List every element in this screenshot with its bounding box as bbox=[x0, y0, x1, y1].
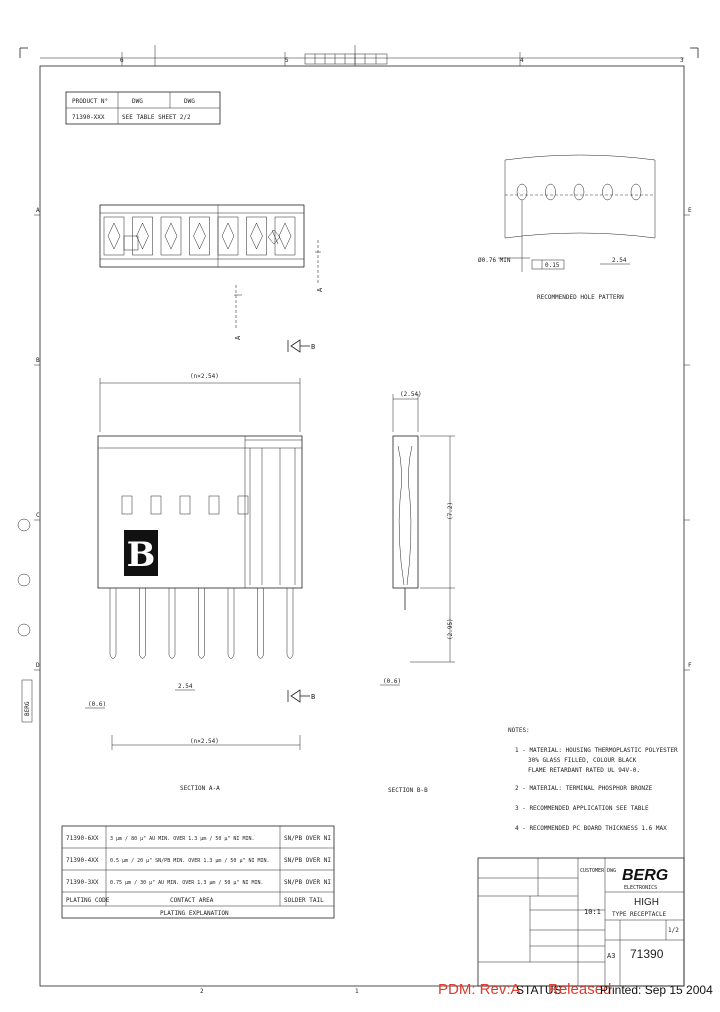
plating-code-2: 71390-4XX bbox=[66, 857, 99, 864]
zone-top-4: 4 bbox=[520, 57, 524, 64]
plating-contact-3: 0.75 μm / 30 μ" AU MIN. OVER 1.3 μm / 50 μ" NI MIN. bbox=[110, 880, 264, 886]
top-scale-bar bbox=[305, 54, 387, 64]
plating-tail-2: SN/PB OVER NI bbox=[284, 857, 331, 864]
plating-header-tail: SOLDER TAIL bbox=[284, 897, 324, 904]
recommended-hole-pattern bbox=[478, 155, 655, 301]
solder-tail-pin bbox=[110, 588, 116, 659]
zone-top-3: 3 bbox=[680, 57, 684, 64]
tail-dim-label: (0.6) bbox=[88, 701, 107, 708]
height-dim-label: (7.2) bbox=[447, 501, 454, 520]
window-slot bbox=[180, 496, 190, 514]
pin-pitch-label: 2.54 bbox=[178, 683, 193, 690]
section-b-arrow-top bbox=[288, 340, 315, 352]
hole-pattern-caption: RECOMMENDED HOLE PATTERN bbox=[537, 294, 624, 301]
overall-dim-label: (n×2.54) bbox=[190, 738, 219, 745]
side-width-label: (2.54) bbox=[400, 391, 422, 398]
zone-side-d: D bbox=[36, 662, 40, 669]
product-table bbox=[66, 92, 220, 124]
top-view-receptacle bbox=[100, 205, 304, 267]
product-cell-part: 71390-XXX bbox=[72, 114, 105, 121]
printed-date: Printed: Sep 15 2004 bbox=[600, 983, 713, 997]
pdm-revision: PDM: Rev:A bbox=[438, 981, 521, 998]
side-brand-mark bbox=[22, 680, 32, 722]
side-view-section-bb bbox=[380, 391, 455, 794]
section-b-arrow-bottom bbox=[288, 690, 315, 702]
contact-spring bbox=[251, 223, 263, 249]
zone-side-e: E bbox=[688, 207, 692, 214]
title-scale: 10:1 bbox=[584, 908, 601, 916]
title-sheet: 1/2 bbox=[668, 927, 679, 934]
plating-code-1: 71390-6XX bbox=[66, 835, 99, 842]
product-header-2: DWG bbox=[132, 98, 143, 105]
notes-block bbox=[508, 727, 678, 832]
plating-tail-1: SN/PB OVER NI bbox=[284, 835, 331, 842]
side-brand-text: BERG bbox=[24, 701, 31, 716]
window-slot bbox=[122, 496, 132, 514]
plating-code-3: 71390-3XX bbox=[66, 879, 99, 886]
solder-tail-pin bbox=[258, 588, 264, 659]
side-zone-ticks bbox=[34, 215, 690, 670]
note-1-line-2: 30% GLASS FILLED, COLOUR BLACK bbox=[528, 757, 637, 764]
section-a-label-left: A bbox=[234, 335, 242, 340]
note-1: 1 - MATERIAL: HOUSING THERMOPLASTIC POLYESTER bbox=[515, 747, 678, 754]
section-b-label-top: B bbox=[311, 343, 316, 351]
zone-side-b: B bbox=[36, 357, 40, 364]
plating-tail-3: SN/PB OVER NI bbox=[284, 879, 331, 886]
corner-marks bbox=[18, 48, 698, 636]
section-a-label-right: A bbox=[316, 287, 324, 292]
pin-offset-label: (0.6) bbox=[383, 678, 402, 685]
zone-top-5: 5 bbox=[285, 57, 289, 64]
note-2: 2 - MATERIAL: TERMINAL PHOSPHOR BRONZE bbox=[515, 785, 653, 792]
status-value: Released bbox=[548, 981, 612, 998]
pcb-hole bbox=[574, 184, 584, 200]
solder-tail-pin bbox=[169, 588, 175, 659]
front-view-section-aa bbox=[85, 373, 302, 792]
title-customer: CUSTOMER DWG bbox=[580, 868, 617, 874]
window-slot bbox=[151, 496, 161, 514]
berg-logo-letter: B bbox=[126, 535, 156, 575]
zone-bottom-1: 1 bbox=[355, 988, 359, 995]
plating-explanation: PLATING EXPLANATION bbox=[160, 910, 229, 917]
section-bb-caption: SECTION B-B bbox=[388, 787, 428, 794]
zone-side-a: A bbox=[36, 207, 40, 214]
plating-contact-1: 3 μm / 80 μ" AU MIN. OVER 1.3 μm / 50 μ" NI MIN. bbox=[110, 836, 255, 842]
note-4: 4 - RECOMMENDED PC BOARD THICKNESS 1.6 MAX bbox=[515, 825, 667, 832]
zone-top-6: 6 bbox=[120, 57, 124, 64]
section-b-label-bottom: B bbox=[311, 693, 316, 701]
hole-dia-label: Ø0.76 MIN bbox=[478, 257, 511, 264]
window-slot bbox=[209, 496, 219, 514]
pcb-hole bbox=[546, 184, 556, 200]
title-brand-sub: ELECTRONICS bbox=[624, 885, 658, 891]
product-cell-ref: SEE TABLE SHEET 2/2 bbox=[122, 114, 191, 121]
product-header-3: DWG bbox=[184, 98, 195, 105]
note-1-line-3: FLAME RETARDANT RATED UL 94V-0. bbox=[528, 767, 640, 774]
plating-header-code: PLATING CODE bbox=[66, 897, 110, 904]
contact-spring bbox=[165, 223, 177, 249]
solder-tail-pin bbox=[140, 588, 146, 659]
section-aa-caption: SECTION A-A bbox=[180, 785, 220, 792]
pcb-hole bbox=[603, 184, 613, 200]
solder-tail-pin bbox=[199, 588, 205, 659]
pcb-hole bbox=[631, 184, 641, 200]
notes-title: NOTES: bbox=[508, 727, 530, 734]
note-3: 3 - RECOMMENDED APPLICATION SEE TABLE bbox=[515, 805, 649, 812]
zone-bottom-2: 2 bbox=[200, 988, 204, 995]
title-main: HIGH bbox=[634, 897, 659, 908]
product-header-1: PRODUCT N° bbox=[72, 98, 109, 105]
plating-header-contact: CONTACT AREA bbox=[170, 897, 214, 904]
plating-table bbox=[62, 826, 334, 918]
pin-length-label: (2.95) bbox=[447, 618, 454, 640]
title-subtitle: TYPE RECEPTACLE bbox=[612, 911, 667, 918]
pcb-hole bbox=[517, 184, 527, 200]
contact-spring bbox=[194, 223, 206, 249]
title-size: A3 bbox=[607, 952, 616, 960]
title-brand: BERG bbox=[622, 867, 669, 884]
solder-tail-pin bbox=[287, 588, 293, 659]
hole-pitch-label: 2.54 bbox=[612, 257, 627, 264]
title-part-no: 71390 bbox=[630, 947, 664, 961]
zone-side-c: C bbox=[36, 512, 40, 519]
plating-contact-2: 0.5 μm / 20 μ" SN/PB MIN. OVER 1.3 μm / 50 μ" NI MIN. bbox=[110, 858, 270, 864]
contact-spring bbox=[279, 223, 291, 249]
contact-spring bbox=[137, 223, 149, 249]
contact-spring bbox=[222, 223, 234, 249]
top-zone-ticks bbox=[122, 45, 520, 66]
contact-spring bbox=[108, 223, 120, 249]
width-dim-label: (n×2.54) bbox=[190, 373, 219, 380]
title-block bbox=[478, 858, 684, 986]
solder-tail-pin bbox=[228, 588, 234, 659]
window-slot bbox=[238, 496, 248, 514]
status-label: STATUS bbox=[516, 983, 562, 997]
zone-side-f: F bbox=[688, 662, 692, 669]
hole-tolerance-label: 0.15 bbox=[545, 262, 560, 269]
